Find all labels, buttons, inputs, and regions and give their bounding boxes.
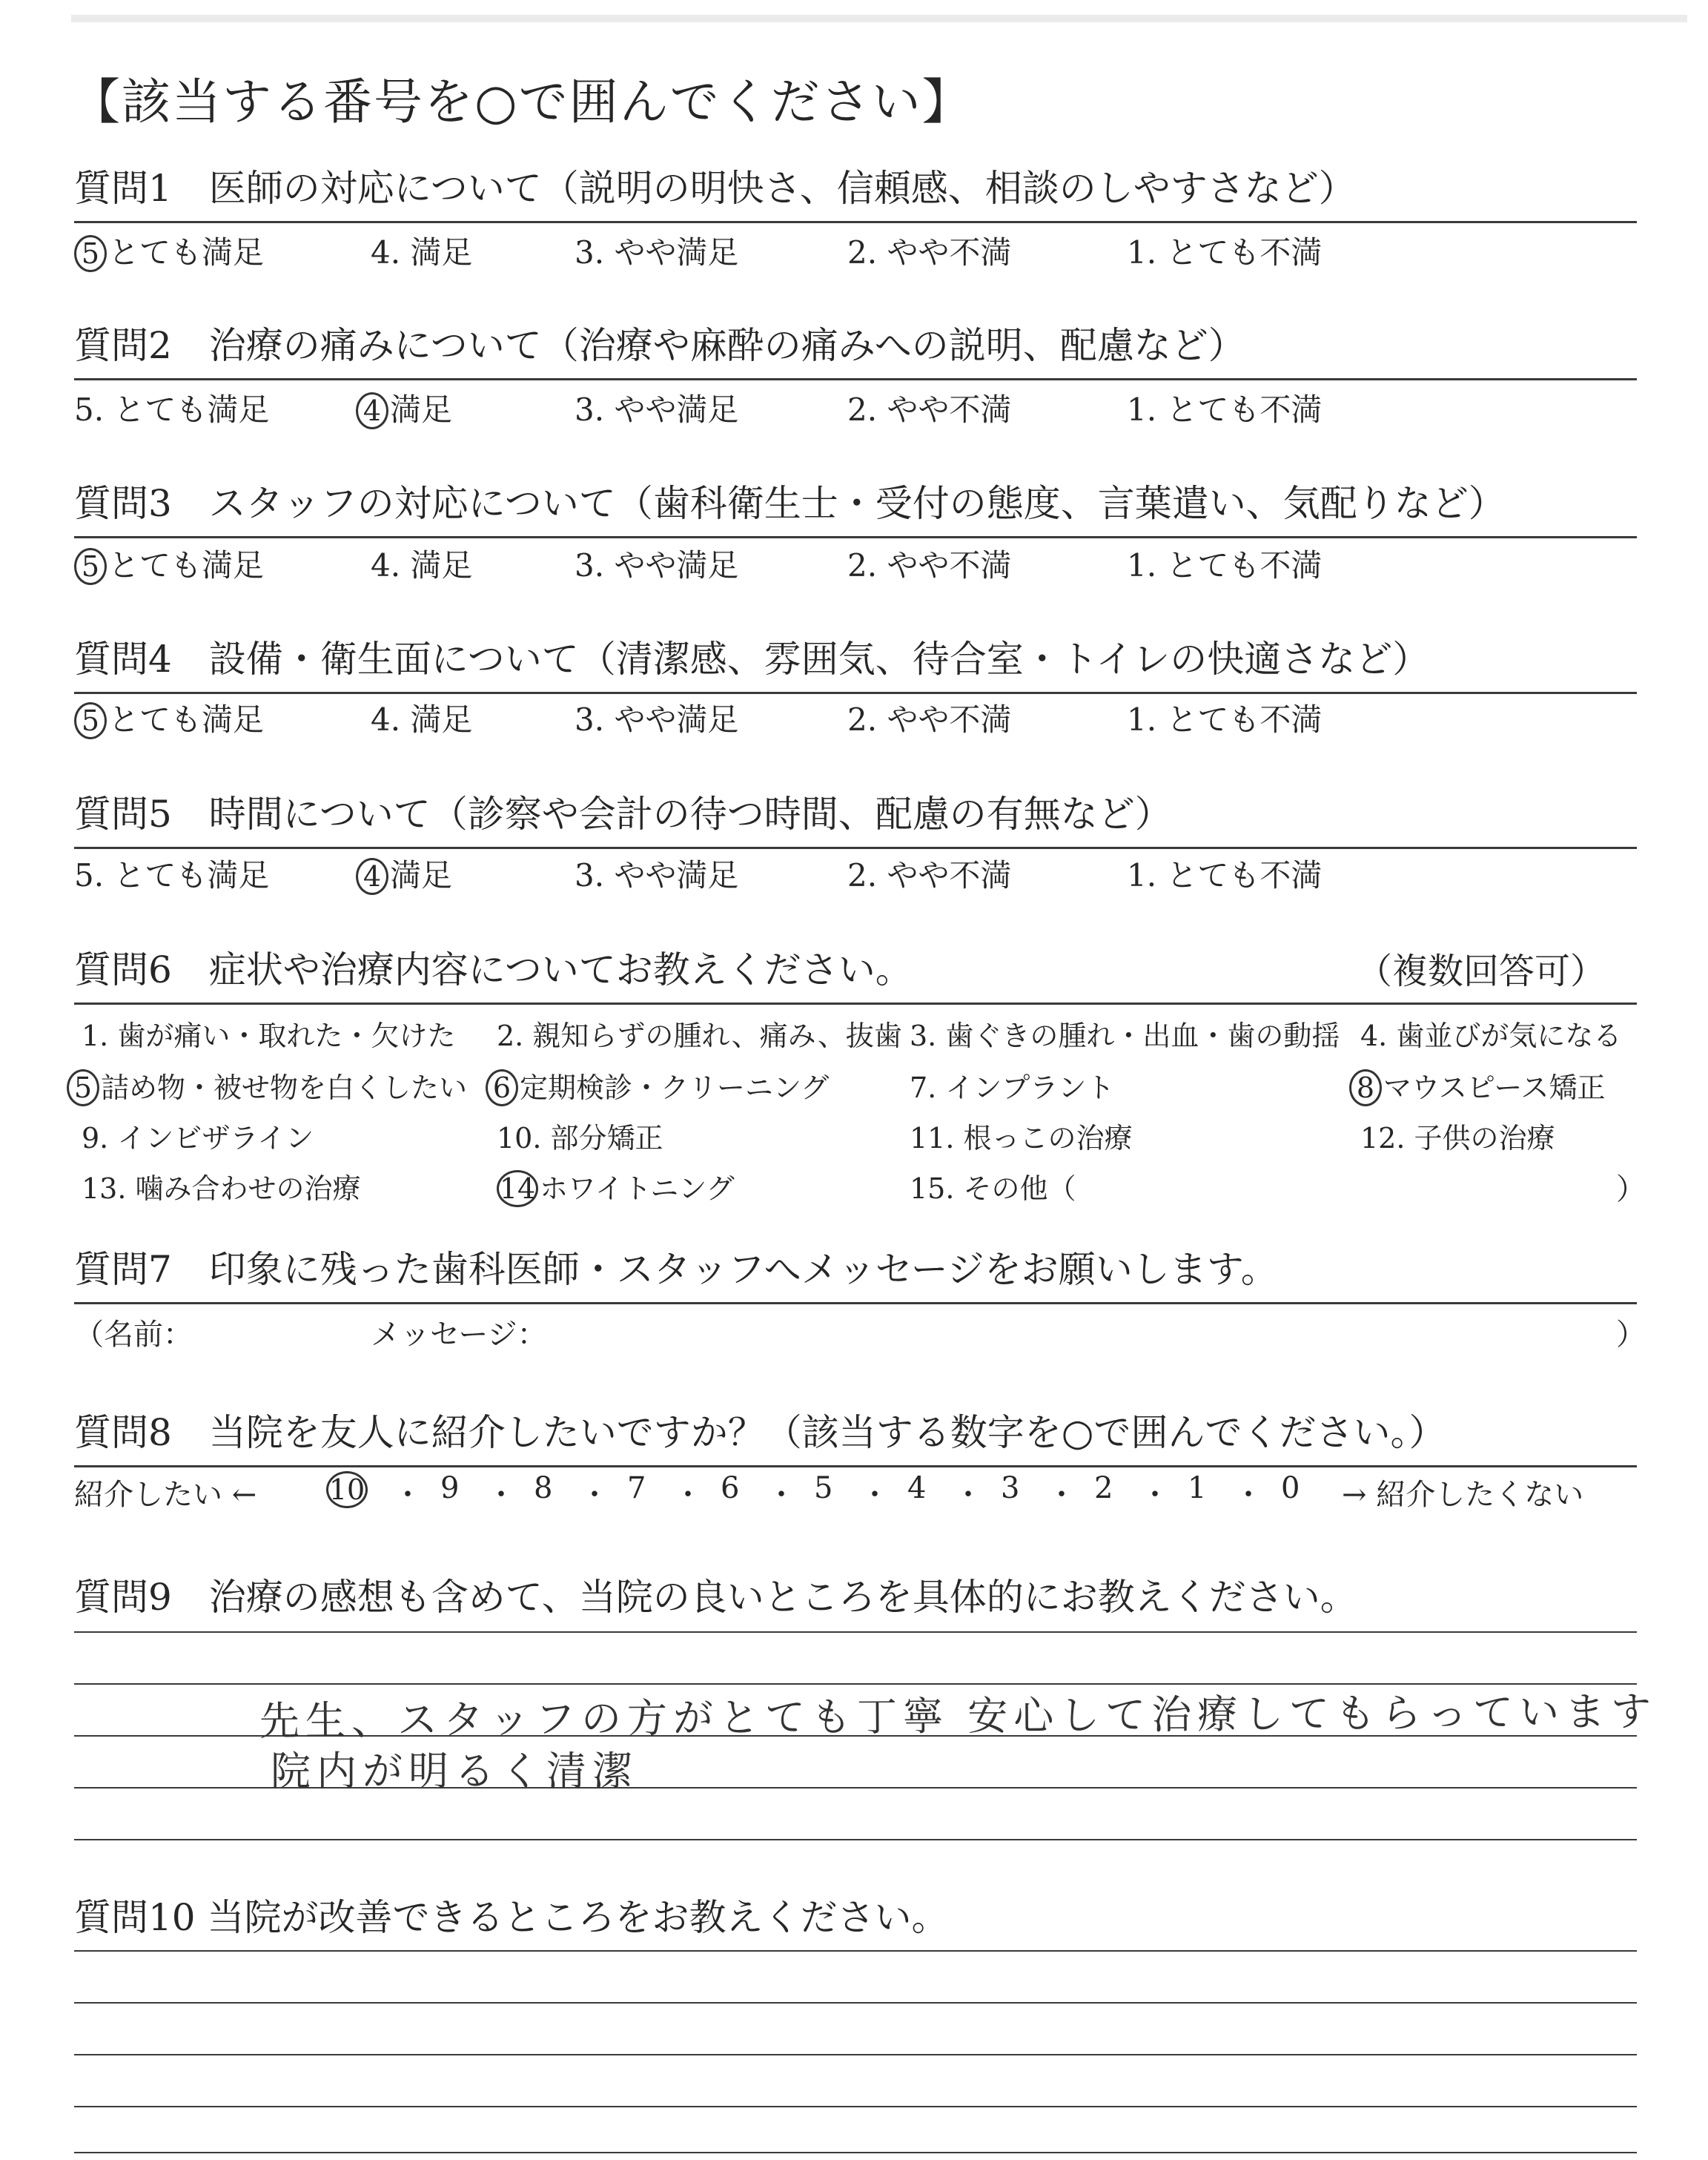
q4-option-3[interactable]: 3. やや満足 bbox=[575, 701, 739, 738]
question-4-options bbox=[74, 696, 1646, 740]
q4-option-2[interactable]: 2. やや不満 bbox=[847, 701, 1012, 738]
question-7 bbox=[74, 1243, 1637, 1304]
q6-item-2[interactable]: 2. 親知らずの腫れ、痛み、抜歯 bbox=[497, 1020, 902, 1052]
q4-option-4[interactable]: 4. 満足 bbox=[371, 701, 473, 738]
scale-sep: ・ bbox=[1047, 1478, 1076, 1512]
q6-item-5[interactable]: 5 詰め物・被せ物を白くしたい bbox=[67, 1065, 467, 1106]
q5-option-4[interactable]: 4 満足 bbox=[356, 851, 452, 896]
circled-mark: 8 bbox=[1349, 1069, 1382, 1106]
circled-mark: 4 bbox=[356, 858, 388, 895]
q2-option-4[interactable]: 4 満足 bbox=[356, 386, 452, 430]
q3-option-1[interactable]: 1. とても不満 bbox=[1127, 547, 1323, 584]
scale-sep: ・ bbox=[1234, 1478, 1263, 1512]
circled-mark: 10 bbox=[326, 1471, 368, 1508]
message-label[interactable]: メッセージ： bbox=[371, 1318, 547, 1352]
circled-mark: 14 bbox=[497, 1170, 538, 1207]
question-6-title: 質問6 症状や治療内容についてお教えください。 bbox=[74, 948, 913, 991]
q1-option-5[interactable]: 5 とても満足 bbox=[74, 228, 264, 273]
scale-sep: ・ bbox=[580, 1478, 609, 1512]
scale-2[interactable]: 2 bbox=[1094, 1471, 1113, 1505]
question-9 bbox=[74, 1571, 1637, 1630]
q6-item-10[interactable]: 10. 部分矯正 bbox=[497, 1122, 663, 1155]
q6-item-4[interactable]: 4. 歯並びが気になる bbox=[1360, 1020, 1622, 1052]
scale-0[interactable]: 0 bbox=[1281, 1471, 1300, 1505]
question-4 bbox=[74, 633, 1637, 694]
question-8-title: 質問8 当院を友人に紹介したいですか？（該当する数字を○で囲んでください。） bbox=[74, 1411, 1446, 1454]
question-6-options bbox=[73, 1013, 1646, 1221]
q1-option-1[interactable]: 1. とても不満 bbox=[1127, 234, 1323, 271]
question-1-options bbox=[74, 228, 1646, 273]
scale-sep: ・ bbox=[767, 1478, 796, 1512]
answer-line bbox=[74, 2106, 1637, 2107]
scale-8[interactable]: 8 bbox=[534, 1471, 553, 1505]
referral-scale bbox=[74, 1471, 1646, 1516]
q2-option-2[interactable]: 2. やや不満 bbox=[847, 392, 1012, 428]
scale-6[interactable]: 6 bbox=[721, 1471, 740, 1505]
q6-item-6[interactable]: 6 定期検診・クリーニング bbox=[486, 1065, 829, 1106]
circled-mark: 6 bbox=[486, 1069, 518, 1106]
scale-sep: ・ bbox=[1140, 1478, 1170, 1512]
q6-item-3[interactable]: 3. 歯ぐきの腫れ・出血・歯の動揺 bbox=[910, 1020, 1340, 1052]
q6-other-close-paren: ） bbox=[1616, 1172, 1646, 1206]
answer-line bbox=[74, 1631, 1637, 1633]
q5-option-5[interactable]: 5. とても満足 bbox=[74, 857, 270, 894]
scan-top-band bbox=[71, 15, 1687, 22]
answer-line bbox=[74, 2054, 1637, 2055]
circled-mark: 5 bbox=[74, 702, 107, 739]
scale-sep: ・ bbox=[486, 1478, 516, 1512]
q4-option-1[interactable]: 1. とても不満 bbox=[1127, 701, 1323, 738]
q2-option-1[interactable]: 1. とても不満 bbox=[1127, 392, 1323, 428]
q1-option-2[interactable]: 2. やや不満 bbox=[847, 234, 1012, 271]
answer-line bbox=[74, 2152, 1637, 2153]
circled-mark: 5 bbox=[74, 548, 107, 585]
question-2-title: 質問2 治療の痛みについて（治療や麻酔の痛みへの説明、配慮など） bbox=[74, 324, 1245, 367]
circled-mark: 4 bbox=[356, 392, 388, 429]
q2-option-5[interactable]: 5. とても満足 bbox=[74, 392, 270, 428]
q1-option-3[interactable]: 3. やや満足 bbox=[575, 234, 739, 271]
circled-mark: 5 bbox=[74, 235, 107, 272]
q6-item-8[interactable]: 8 マウスピース矯正 bbox=[1349, 1065, 1605, 1106]
scale-sep: ・ bbox=[860, 1478, 890, 1512]
q6-item-11[interactable]: 11. 根っこの治療 bbox=[910, 1122, 1133, 1155]
answer-line bbox=[74, 1839, 1637, 1840]
scale-sep: ・ bbox=[673, 1478, 703, 1512]
form-heading: 【該当する番号を○で囲んでください】 bbox=[71, 73, 973, 131]
question-2 bbox=[74, 319, 1637, 380]
q4-option-5[interactable]: 5 とても満足 bbox=[74, 696, 264, 740]
answer-line bbox=[74, 2002, 1637, 2004]
answer-line bbox=[74, 1950, 1637, 1952]
scale-1[interactable]: 1 bbox=[1188, 1471, 1207, 1505]
message-close-paren: ） bbox=[1616, 1318, 1646, 1352]
q5-option-3[interactable]: 3. やや満足 bbox=[575, 857, 739, 894]
q3-option-4[interactable]: 4. 満足 bbox=[371, 547, 473, 584]
scale-9[interactable]: 9 bbox=[440, 1471, 460, 1505]
question-1 bbox=[74, 162, 1637, 223]
q3-option-5[interactable]: 5 とても満足 bbox=[74, 541, 264, 586]
handwritten-answer-line-2: 院内が明るく清潔 bbox=[271, 1748, 638, 1794]
message-row bbox=[74, 1311, 1646, 1355]
question-4-title: 質問4 設備・衛生面について（清潔感、雰囲気、待合室・トイレの快適さなど） bbox=[74, 638, 1430, 681]
question-3-options bbox=[74, 541, 1646, 586]
handwritten-answer-line-1: 先生、スタッフの方がとても丁寧 安心して治療してもらっています bbox=[259, 1688, 1658, 1745]
q6-item-14[interactable]: 14 ホワイトニング bbox=[497, 1166, 735, 1207]
question-2-options bbox=[74, 386, 1646, 430]
scale-right-label: → 紹介したくない bbox=[1342, 1478, 1584, 1512]
question-3 bbox=[74, 477, 1637, 538]
question-6 bbox=[74, 943, 1637, 1005]
scale-4[interactable]: 4 bbox=[907, 1471, 927, 1505]
scale-7[interactable]: 7 bbox=[627, 1471, 646, 1505]
question-1-title: 質問1 医師の対応について（説明の明快さ、信頼感、相談のしやすさなど） bbox=[74, 167, 1356, 210]
q5-option-2[interactable]: 2. やや不満 bbox=[847, 857, 1012, 894]
scale-5[interactable]: 5 bbox=[814, 1471, 833, 1505]
question-5-title: 質問5 時間について（診察や会計の待つ時間、配慮の有無など） bbox=[74, 793, 1172, 836]
scale-3[interactable]: 3 bbox=[1001, 1471, 1020, 1505]
question-9-title: 質問9 治療の感想も含めて、当院の良いところを具体的にお教えください。 bbox=[74, 1576, 1357, 1619]
scale-sep: ・ bbox=[953, 1478, 983, 1512]
question-3-title: 質問3 スタッフの対応について（歯科衛生士・受付の態度、言葉遣い、気配りなど） bbox=[74, 482, 1506, 525]
q6-item-7[interactable]: 7. インプラント bbox=[910, 1071, 1115, 1104]
q6-item-9[interactable]: 9. インビザライン bbox=[82, 1122, 314, 1155]
question-5-options bbox=[74, 851, 1646, 896]
question-10-title: 質問10 当院が改善できるところをお教えください。 bbox=[74, 1896, 949, 1939]
circled-mark: 5 bbox=[67, 1069, 99, 1106]
q3-option-3[interactable]: 3. やや満足 bbox=[575, 547, 739, 584]
q6-item-1[interactable]: 1. 歯が痛い・取れた・欠けた bbox=[82, 1020, 456, 1052]
question-10 bbox=[74, 1891, 1637, 1950]
q6-item-15[interactable]: 15. その他（ bbox=[910, 1172, 1076, 1205]
question-5 bbox=[74, 787, 1637, 849]
q5-option-1[interactable]: 1. とても不満 bbox=[1127, 857, 1323, 894]
q6-item-13[interactable]: 13. 噛み合わせの治療 bbox=[82, 1172, 361, 1205]
q1-option-4[interactable]: 4. 満足 bbox=[371, 234, 473, 271]
scale-left-label: 紹介したい ← bbox=[74, 1478, 257, 1512]
scale-sep: ・ bbox=[393, 1478, 423, 1512]
name-label[interactable]: （名前： bbox=[74, 1318, 193, 1352]
q6-item-12[interactable]: 12. 子供の治療 bbox=[1360, 1122, 1555, 1155]
question-6-note: （複数回答可） bbox=[1356, 951, 1606, 992]
question-8 bbox=[74, 1406, 1637, 1467]
question-7-title: 質問7 印象に残った歯科医師・スタッフへメッセージをお願いします。 bbox=[74, 1248, 1278, 1291]
q2-option-3[interactable]: 3. やや満足 bbox=[575, 392, 739, 428]
q3-option-2[interactable]: 2. やや不満 bbox=[847, 547, 1012, 584]
